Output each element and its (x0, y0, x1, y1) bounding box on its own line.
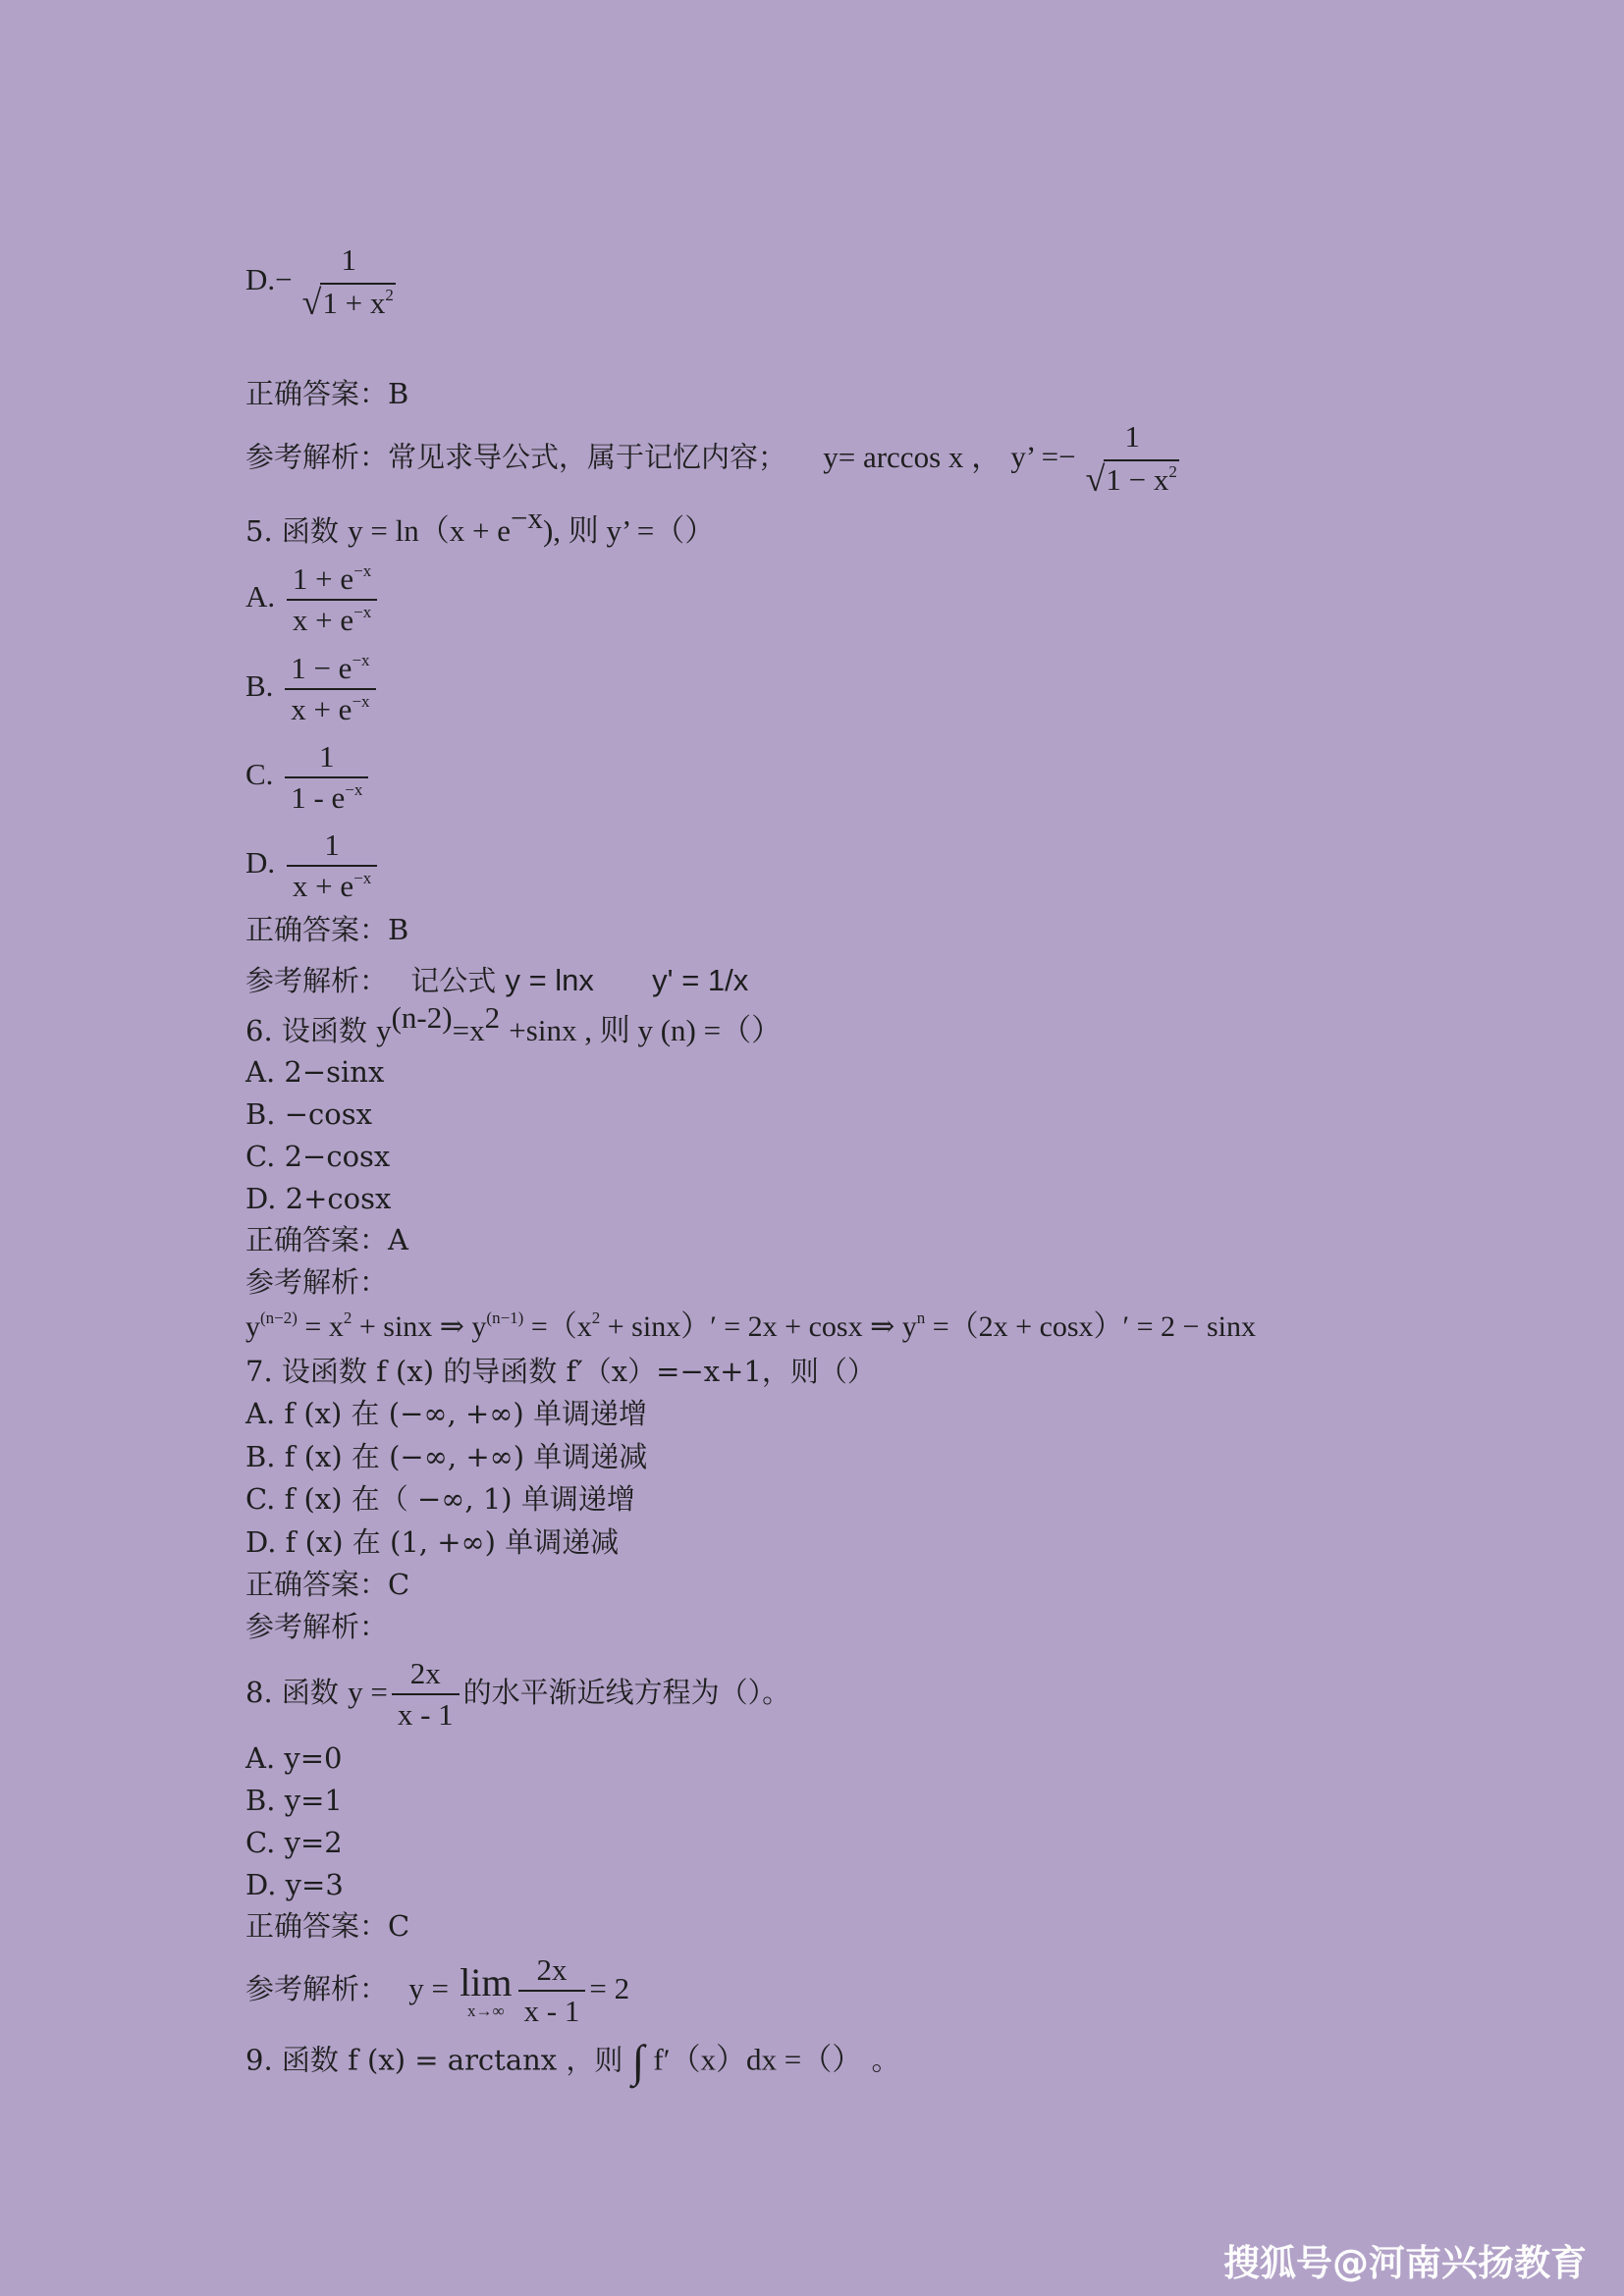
q4-analysis: 参考解析：常见求导公式，属于记忆内容； y= arccos x ， y’ =− 1 √ $1 - x^2$ (245, 420, 1189, 498)
q7-option-c: C. f (x) 在（ −∞, 1) 单调递增 (245, 1482, 635, 1516)
q7-option-a: A. f (x) 在 (−∞, +∞) 单调递增 (245, 1397, 647, 1430)
q6-option-d: D. 2+cosx (245, 1182, 392, 1215)
q7-stem: 7. 设函数 f (x) 的导函数 f′（x）=−x+1，则（） (245, 1355, 876, 1388)
integral-sign: ∫ (631, 2036, 645, 2086)
q8-analysis: 参考解析： y = lim x→∞ $\frac{2x}{x - 1}$ = 2 (245, 1952, 630, 2029)
q6-answer: 正确答案：A (245, 1223, 408, 1256)
q6-analysis-chain: $y^{(n-2)} = x^2 + \sin x$ ⇒ $y^{(n-1)} =(x^2 + \sin x)' = 2x + \cos x$ ⇒ $y^n =(2x + \cos x)' = 2 - \sin x$ (245, 1308, 1256, 1343)
q7-option-b: B. f (x) 在 (−∞, +∞) 单调递减 (245, 1440, 648, 1473)
q7-answer: 正确答案：C (245, 1568, 410, 1601)
q5-stem: 5. 函数 $y = \ln(x + e^{-x})$, 则 y’ =（） (245, 501, 716, 548)
q7-option-d: D. f (x) 在 (1, +∞) 单调递减 (245, 1525, 620, 1559)
q5-option-a: A. $\frac{1 + e^{-x}}{x + e^{-x}}$ (245, 562, 381, 637)
q8-stem: 8. 函数 y = $\frac{2x}{x - 1}$ 的水平渐近线方程为（）。 (245, 1656, 791, 1733)
q6-stem: 6. 设函数 $y^{(n-2)}=x^2 +\sin x$ , 则 y (n) =（） (245, 1000, 783, 1047)
q8-option-c: C. y=2 (245, 1826, 343, 1859)
watermark: 搜狐号@河南兴扬教育 (1223, 2242, 1587, 2284)
q8-option-d: D. y=3 (245, 1868, 344, 1901)
q4-analysis-fraction: 1 √ $1 - x^2$ (1085, 419, 1177, 500)
q9-stem: 9. 函数 f (x) = arctanx ，则 ∫ f′（x）dx =（） 。 (245, 2036, 900, 2086)
q5-analysis: 参考解析： 记公式 y = lnx y' = 1/x (245, 963, 749, 997)
q7-analysis-label: 参考解析： (245, 1610, 389, 1643)
q6-option-c: C. 2−cosx (245, 1140, 391, 1173)
q8-option-a: A. y=0 (245, 1741, 343, 1775)
q5-option-b: B. $\frac{1 - e^{-x}}{x + e^{-x}}$ (245, 652, 380, 726)
q6-analysis-label: 参考解析： (245, 1265, 389, 1299)
q6-option-b: B. −cosx (245, 1097, 372, 1131)
q4-option-d-fraction: 1 √ $1 + x^2$ (301, 242, 394, 323)
q5-option-c: C. $\frac{1}{1 - e^{-x}}$ (245, 740, 372, 815)
q6-option-a: A. 2−sinx (245, 1055, 385, 1089)
q4-option-d: D.− 1 √ $1 + x^2$ (245, 243, 406, 321)
q8-option-b: B. y=1 (245, 1784, 343, 1817)
q4-answer: 正确答案：B (245, 377, 409, 410)
q5-answer: 正确答案：B (245, 913, 409, 946)
q5-option-d: D. $\frac{1}{x + e^{-x}}$ (245, 828, 381, 903)
q8-answer: 正确答案：C (245, 1909, 410, 1943)
